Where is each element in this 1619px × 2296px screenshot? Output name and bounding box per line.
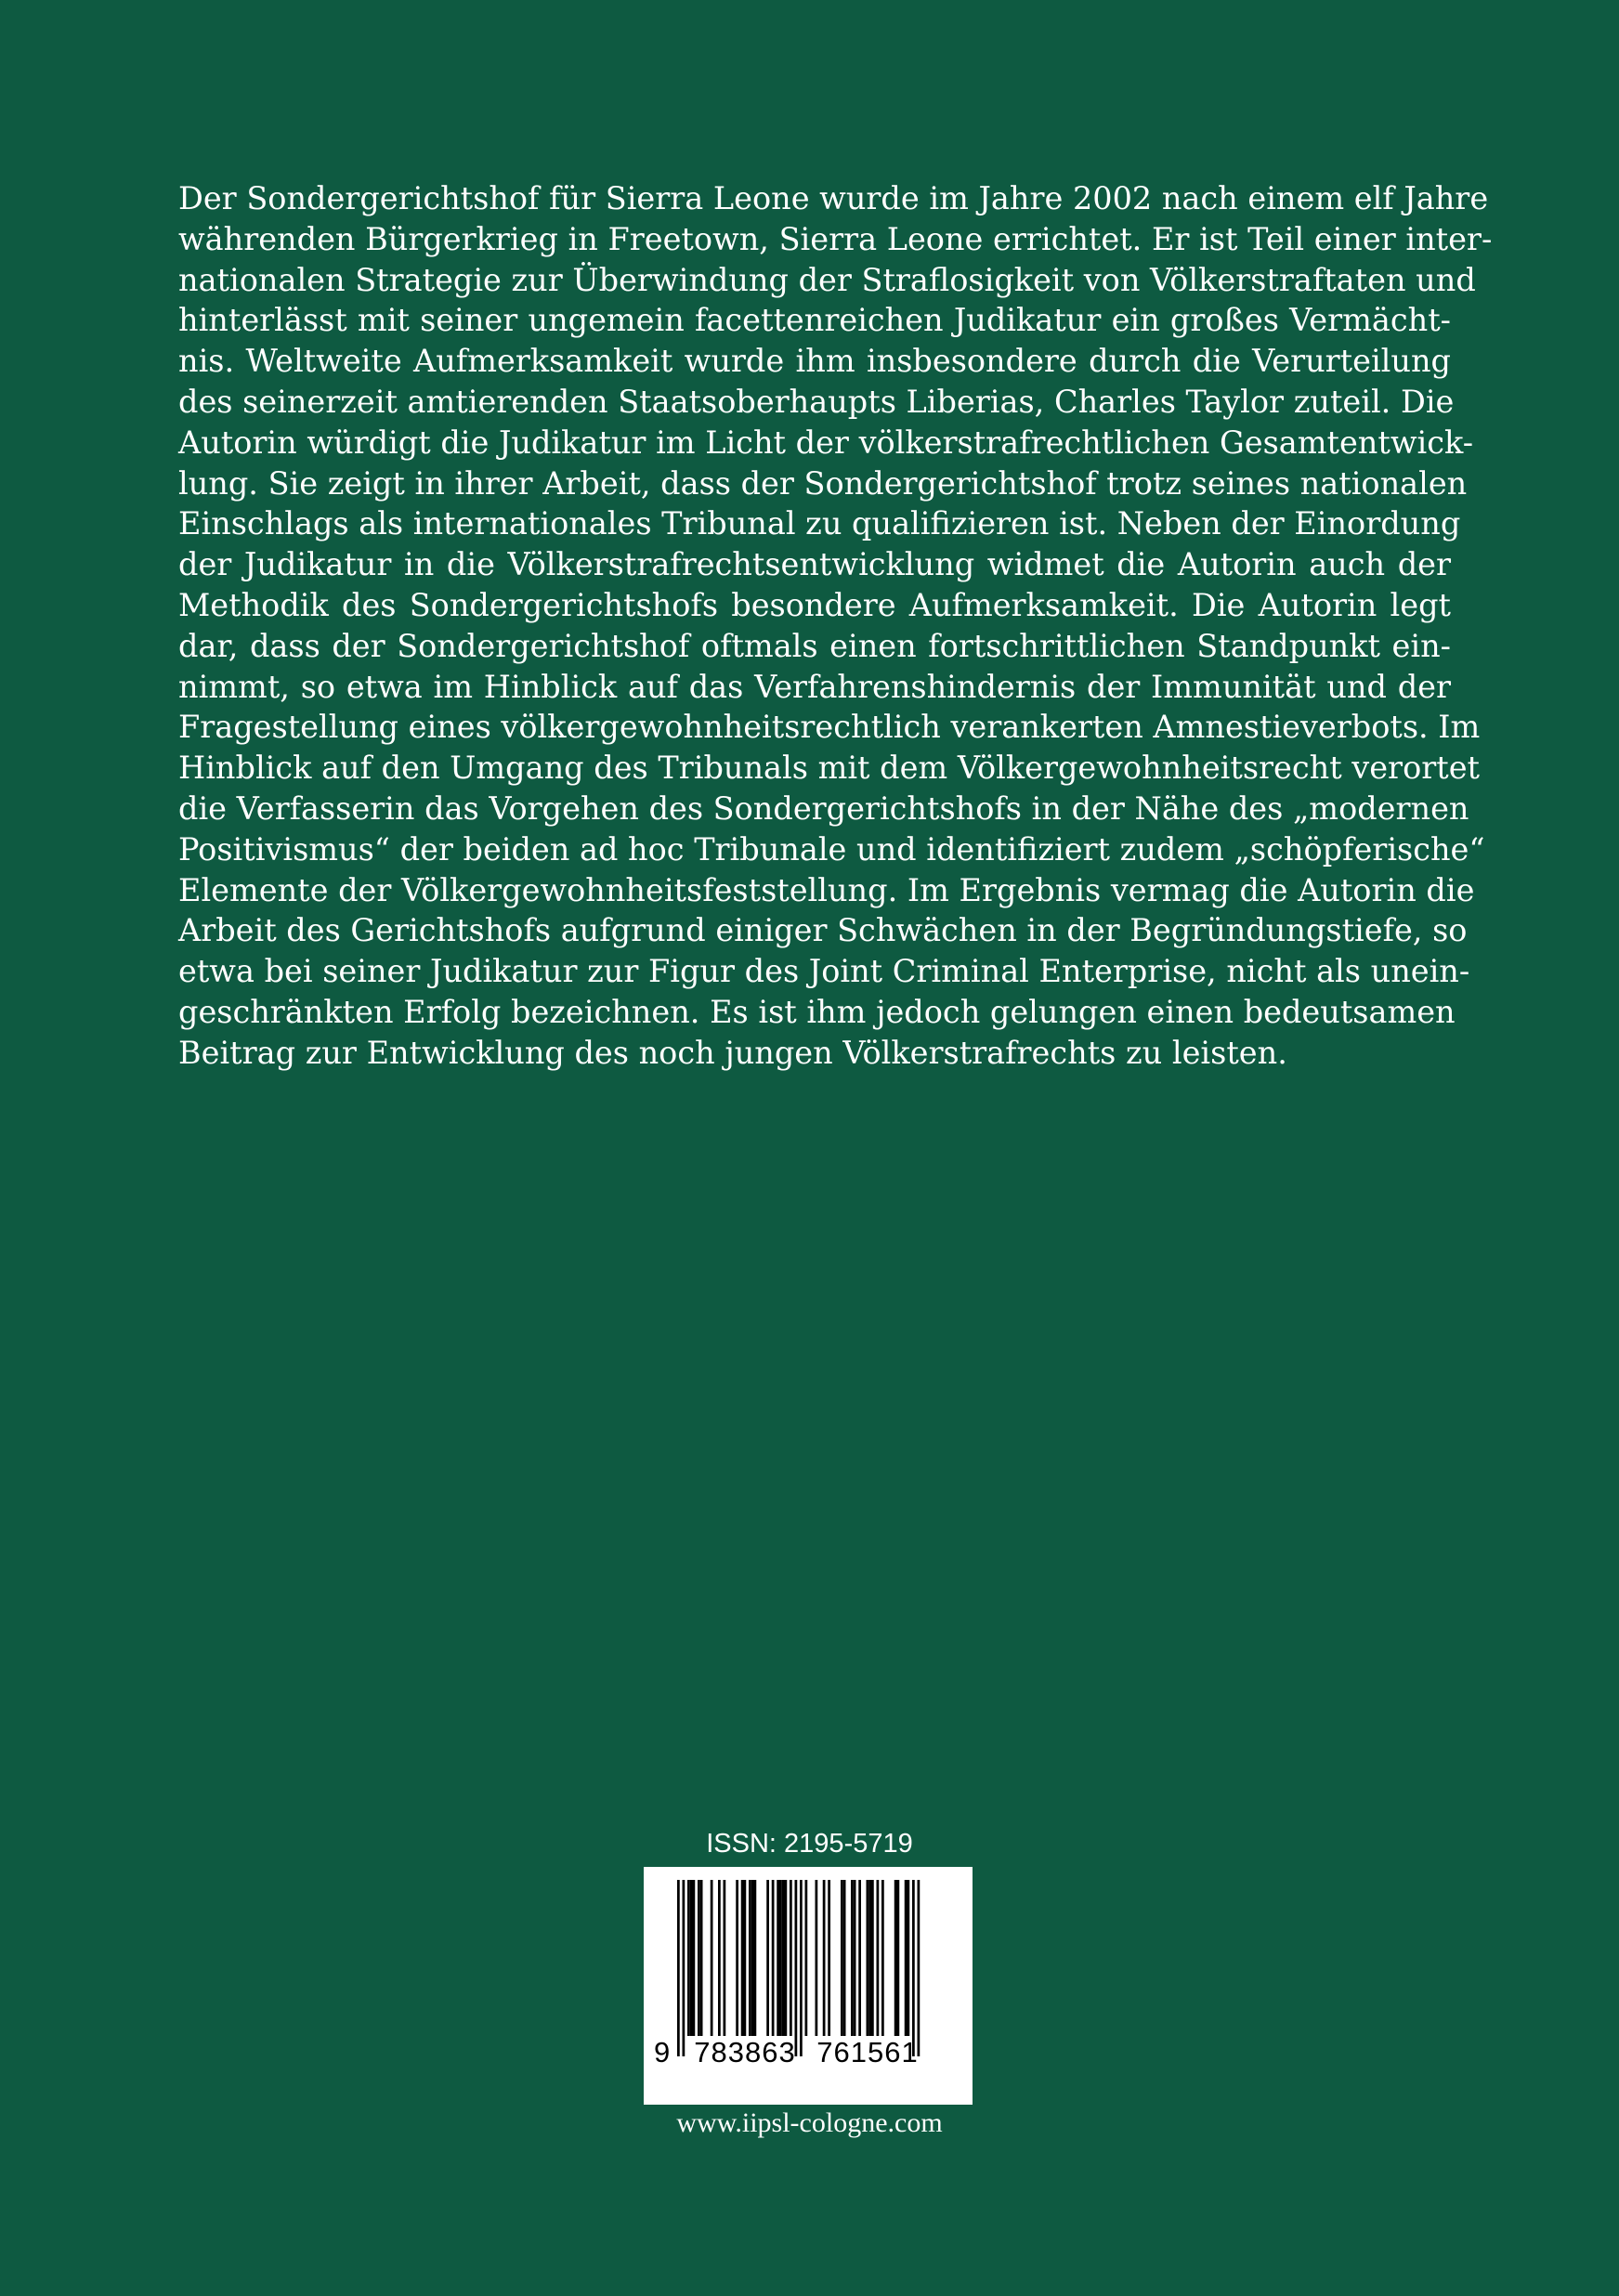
blurb-line: die Verfasserin das Vorgehen des Sondergerichtshofs in der Nähe des „modernen	[178, 789, 1469, 827]
blurb-line: der Judikatur in die Völkerstrafrechtsentwicklung widmet die Autorin auch der	[178, 546, 1451, 583]
blurb-line: hinterlässt mit seiner ungemein facettenreichen Judikatur ein großes Vermächt-	[178, 302, 1451, 339]
barcode-right-group: 761561	[816, 2036, 919, 2068]
barcode-guard-bar	[918, 1880, 920, 2056]
blurb-line: Fragestellung eines völkergewohnheitsrechtlich verankerten Amnestieverbots. Im	[178, 709, 1481, 746]
barcode-bar	[711, 1880, 713, 2036]
barcode-bar	[868, 1880, 871, 2036]
barcode-bar	[744, 1880, 747, 2036]
barcode-bar	[754, 1880, 757, 2036]
barcode-bar	[724, 1880, 726, 2036]
blurb-line: des seinerzeit amtierenden Staatsoberhaupts Liberias, Charles Taylor zuteil. Die	[178, 383, 1455, 420]
blurb-line: Der Sondergerichtshof für Sierra Leone wurde im Jahre 2002 nach einem elf Jahre	[178, 180, 1489, 216]
barcode-first-digit: 9	[654, 2036, 671, 2068]
blurb-line: dar, dass der Sondergerichtshof oftmals einen fortschrittlichen Standpunkt ein-	[178, 627, 1451, 664]
blurb-line: lung. Sie zeigt in ihrer Arbeit, dass der Sondergerichtshof trotz seines nationalen	[178, 464, 1468, 502]
barcode-bar	[785, 1880, 788, 2036]
barcode-bar	[779, 1880, 782, 2036]
barcode	[644, 1867, 973, 2105]
barcode-bar	[907, 1880, 910, 2036]
barcode-bar	[897, 1880, 900, 2036]
barcode-bar	[858, 1880, 861, 2036]
barcode-left-group: 783863	[694, 2036, 796, 2068]
issn-label: ISSN: 2195-5719	[706, 1829, 913, 1859]
barcode-bar	[881, 1880, 884, 2036]
blurb-line: Beitrag zur Entwicklung des noch jungen Völkerstrafrechts zu leisten.	[178, 1034, 1287, 1071]
barcode-guard-bar	[912, 1880, 915, 2056]
barcode-bar	[894, 1880, 897, 2036]
barcode-bar	[854, 1880, 856, 2036]
barcode-guard-bar	[800, 1880, 803, 2056]
barcode-bar	[841, 1880, 843, 2036]
blurb-line: Arbeit des Gerichtshofs aufgrund einiger Schwächen in der Begründungstiefe, so	[178, 912, 1468, 949]
blurb-line: nationalen Strategie zur Überwindung der Straflosigkeit von Völkerstraftaten und	[178, 261, 1476, 298]
barcode-bar	[805, 1880, 808, 2036]
barcode-guard-bar	[795, 1880, 798, 2056]
barcode-bar	[690, 1880, 693, 2036]
barcode-bar	[867, 1880, 869, 2036]
blurb-line: Autorin würdigt die Judikatur im Licht der völkerstrafrechtlichen Gesamtentwick-	[178, 424, 1474, 461]
barcode-bar	[871, 1880, 874, 2036]
barcode-bar	[823, 1880, 826, 2036]
barcode-bar	[877, 1880, 880, 2036]
barcode-bar	[843, 1880, 846, 2036]
blurb-line: Elemente der Völkergewohnheitsfeststellung. Im Ergebnis vermag die Autorin die	[178, 871, 1475, 908]
blurb-line: geschränkten Erfolg bezeichnen. Es ist ihm jedoch gelungen einen bedeutsamen	[178, 993, 1456, 1030]
blurb-line: nimmt, so etwa im Hinblick auf das Verfahrenshindernis der Immunität und der	[178, 668, 1451, 705]
blurb-text	[178, 178, 1493, 1074]
barcode-bar	[693, 1880, 696, 2036]
barcode-bar	[698, 1880, 700, 2036]
barcode-bar	[772, 1880, 775, 2036]
barcode-bar	[766, 1880, 769, 2036]
blurb-line: nis. Weltweite Aufmerksamkeit wurde ihm insbesondere durch die Verurteilung	[178, 343, 1451, 380]
barcode-bar	[741, 1880, 744, 2036]
barcode-guard-bar	[683, 1880, 685, 2056]
barcode-bar	[816, 1880, 818, 2036]
blurb-line: Positivismus“ der beiden ad hoc Tribunale und identifiziert zudem „schöpferische“	[178, 830, 1485, 868]
barcode-bar	[828, 1880, 830, 2036]
blurb-line: Hinblick auf den Umgang des Tribunals mit dem Völkergewohnheitsrecht verortet	[178, 750, 1480, 787]
blurb-line: Einschlags als internationales Tribunal zu qualifizieren ist. Neben der Einordung	[178, 505, 1461, 542]
barcode-bar	[905, 1880, 907, 2036]
barcode-bar	[851, 1880, 854, 2036]
barcode-bar	[736, 1880, 738, 2036]
barcode-bar	[749, 1880, 751, 2036]
barcode-bar	[700, 1880, 703, 2036]
barcode-bar	[718, 1880, 721, 2036]
barcode-bar	[751, 1880, 754, 2036]
barcode-bar	[777, 1880, 779, 2036]
barcode-bar	[687, 1880, 690, 2036]
barcode-bar	[790, 1880, 792, 2036]
blurb-line: etwa bei seiner Judikatur zur Figur des Joint Criminal Enterprise, nicht als unein-	[178, 953, 1470, 990]
blurb-line: währenden Bürgerkrieg in Freetown, Sierra Leone errichtet. Er ist Teil einer inter-	[178, 220, 1493, 257]
blurb-line: Methodik des Sondergerichtshofs besondere Aufmerksamkeit. Die Autorin legt	[178, 586, 1451, 623]
publisher-website: www.iipsl-cologne.com	[676, 2107, 943, 2138]
barcode-guard-bar	[677, 1880, 680, 2056]
barcode-bar	[782, 1880, 785, 2036]
